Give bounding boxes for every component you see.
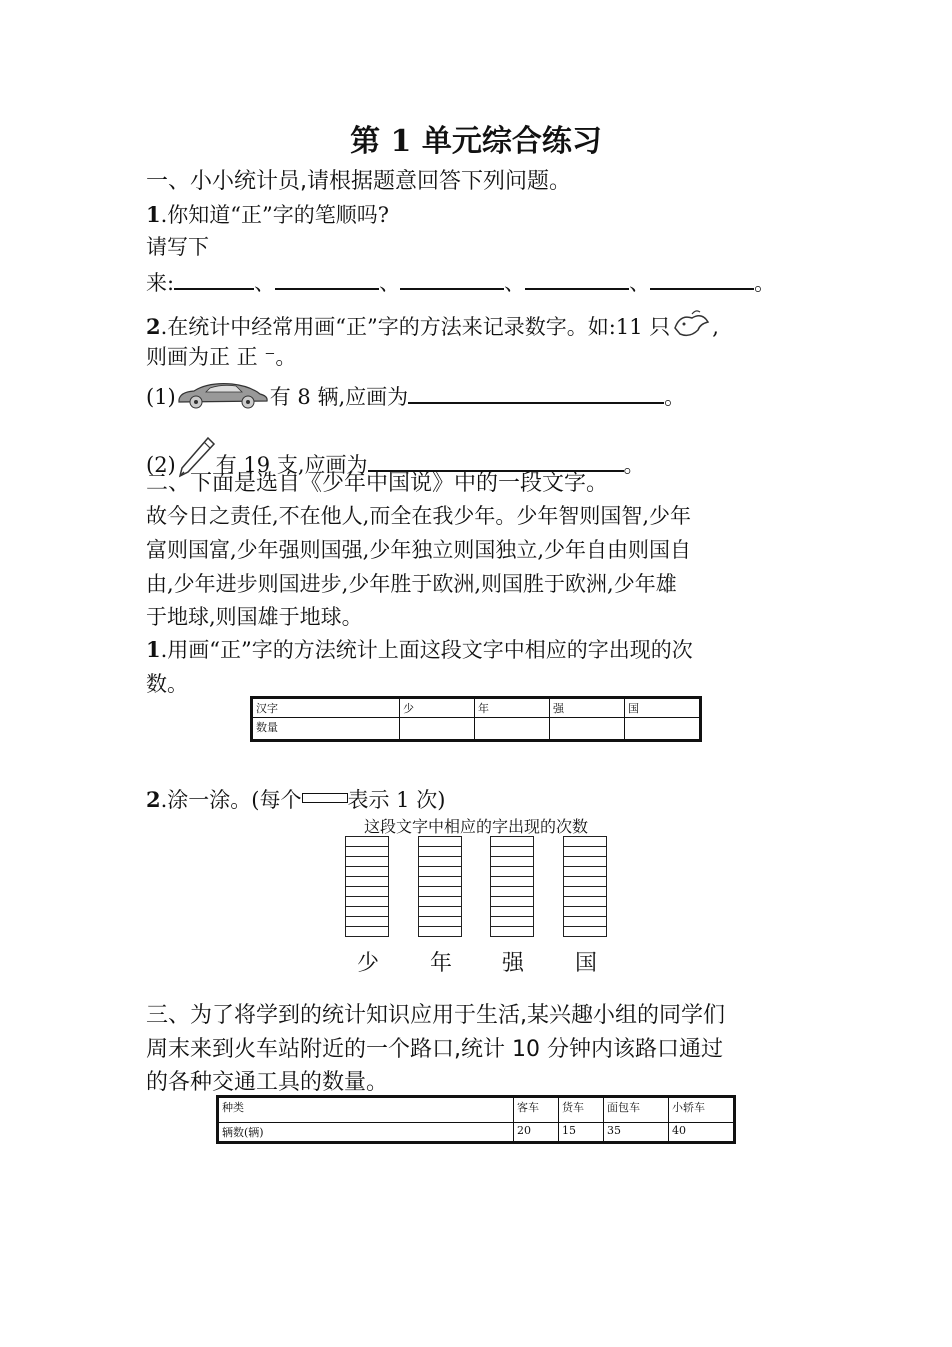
count-input-cell[interactable] [550,718,625,741]
tally-cell[interactable] [563,846,607,856]
part3-heading-line-1: 三、为了将学到的统计知识应用于生活,某兴趣小组的同学们 [146,1003,725,1028]
q1-number: 1 [146,202,161,227]
passage-line-3: 由,少年进步则国进步,少年胜于欧洲,则国胜于欧洲,少年雄 [146,572,677,596]
tally-cell[interactable] [490,896,534,906]
tally-column[interactable] [418,836,462,937]
tally-cell[interactable] [490,856,534,866]
q2-number: 2 [146,314,161,339]
table-cell: 客车 [514,1097,559,1123]
tally-cell[interactable] [418,916,462,926]
tally-cell[interactable] [490,886,534,896]
comma: , [712,315,719,339]
table-cell: 小轿车 [669,1097,735,1123]
passage-line-4: 于地球,则国雄于地球。 [146,605,363,629]
page-title: 第 1 单元综合练习 [350,124,602,159]
q2-tail: 表示 1 次) [347,788,446,812]
category-label: 年 [430,951,453,976]
part1-q2 [146,308,719,342]
tally-cell[interactable] [345,926,389,937]
table-cell: 20 [514,1123,559,1143]
unit-box-icon [302,793,348,803]
sub1-text: 有 8 辆,应画为 [269,385,409,409]
sub2-label: (2) [146,453,176,477]
q2-text: .涂一涂。(每个 [160,788,302,812]
stroke-blank-4[interactable] [525,266,629,290]
q1-line2: 请写下 [146,235,209,259]
table-cell: 15 [559,1123,604,1143]
tally-column[interactable] [563,836,607,937]
table-header-row [218,1097,735,1123]
tally-cell[interactable] [563,916,607,926]
tally-cell[interactable] [418,846,462,856]
table-cell: 辆数(辆) [218,1123,514,1143]
tally-cell[interactable] [345,906,389,916]
tally-cell[interactable] [563,856,607,866]
table-cell: 汉字 [252,698,400,718]
tally-cell[interactable] [345,896,389,906]
sub1-row [146,380,685,411]
table-cell: 年 [475,698,550,718]
tally-cell[interactable] [418,876,462,886]
char-count-table [250,696,702,742]
chart-title: 这段文字中相应的字出现的次数 [363,817,588,836]
count-input-cell[interactable] [400,718,475,741]
stroke-blank-2[interactable] [275,266,379,290]
category-label: 强 [502,951,525,976]
passage-line-2: 富则国富,少年强则国强,少年独立则国独立,少年自由则国自 [146,538,692,562]
part2-heading: 二、下面是选自《少年中国说》中的一段文字。 [146,471,609,496]
vehicle-count-table [216,1095,736,1144]
tally-column[interactable] [345,836,389,937]
category-label: 国 [575,951,598,976]
table-cell: 强 [550,698,625,718]
part1-heading: 一、小小统计员,请根据题意回答下列问题。 [146,169,571,194]
tally-cell[interactable] [490,876,534,886]
tally-cell[interactable] [418,836,462,846]
part2-q1 [146,634,693,664]
table-cell: 35 [604,1123,669,1143]
stroke-blank-5[interactable] [650,266,754,290]
tally-cell[interactable] [563,836,607,846]
table-cell: 少 [400,698,475,718]
part1-q1 [146,199,389,229]
car-answer-blank[interactable] [408,380,664,404]
tally-cell[interactable] [490,906,534,916]
sub1-label: (1) [146,385,176,409]
sub2-text: 有 19 支,应画为 [215,453,368,477]
table-cell: 国 [625,698,701,718]
tally-cell[interactable] [490,926,534,937]
count-input-cell[interactable] [475,718,550,741]
q1-text: .你知道“正”字的笔顺吗? [160,203,390,227]
bird-icon [670,308,712,342]
separator: 、 [379,271,401,295]
tally-cell[interactable] [563,906,607,916]
period: 。 [664,385,686,409]
tally-cell[interactable] [345,846,389,856]
stroke-blank-3[interactable] [400,266,504,290]
table-row [252,718,701,741]
q1-answer-row [146,266,775,297]
part3-heading-line-3: 的各种交通工具的数量。 [146,1070,389,1095]
table-cell: 面包车 [604,1097,669,1123]
tally-cell[interactable] [490,866,534,876]
tally-cell[interactable] [418,926,462,937]
part2-q1-line2: 数。 [146,672,188,696]
separator: 、 [629,271,651,295]
tally-cell[interactable] [563,866,607,876]
tally-cell[interactable] [345,856,389,866]
table-cell: 40 [669,1123,735,1143]
tally-cell[interactable] [345,876,389,886]
separator: 、 [504,271,526,295]
tally-cell[interactable] [418,906,462,916]
tally-cell[interactable] [345,836,389,846]
q1-text: .用画“正”字的方法统计上面这段文字中相应的字出现的次 [160,638,693,662]
passage-line-1: 故今日之责任,不在他人,而全在我少年。少年智则国智,少年 [146,504,692,528]
q1-number: 1 [146,637,161,662]
part3-heading-line-2: 周末来到火车站附近的一个路口,统计 10 分钟内该路口通过 [146,1037,723,1062]
table-cell: 种类 [218,1097,514,1123]
tally-column[interactable] [490,836,534,937]
tally-cell[interactable] [490,916,534,926]
tally-cell[interactable] [563,886,607,896]
category-label: 少 [357,951,380,976]
count-input-cell[interactable] [625,718,701,741]
q2-text: .在统计中经常用画“正”字的方法来记录数字。如:11 只 [160,315,671,339]
car-icon [176,380,270,410]
stroke-blank-1[interactable] [174,266,254,290]
tally-cell[interactable] [418,866,462,876]
part2-q2 [146,784,445,814]
tally-cell[interactable] [345,866,389,876]
table-cell: 货车 [559,1097,604,1123]
tally-cell[interactable] [418,886,462,896]
period: 。 [623,453,645,477]
tally-cell[interactable] [345,886,389,896]
q2-number: 2 [146,787,161,812]
q2-line2: 则画为正 正 ⁻。 [146,345,297,369]
tally-cell[interactable] [563,926,607,937]
tally-cell[interactable] [563,876,607,886]
tally-cell[interactable] [490,846,534,856]
table-cell: 数量 [252,718,400,741]
table-row [218,1123,735,1143]
tally-cell[interactable] [418,856,462,866]
period: 。 [754,271,776,295]
tally-cell[interactable] [418,896,462,906]
tally-cell[interactable] [490,836,534,846]
tally-cell[interactable] [345,916,389,926]
separator: 、 [254,271,276,295]
tally-cell[interactable] [563,896,607,906]
q1-line3: 来: [146,271,175,295]
table-header-row [252,698,701,718]
